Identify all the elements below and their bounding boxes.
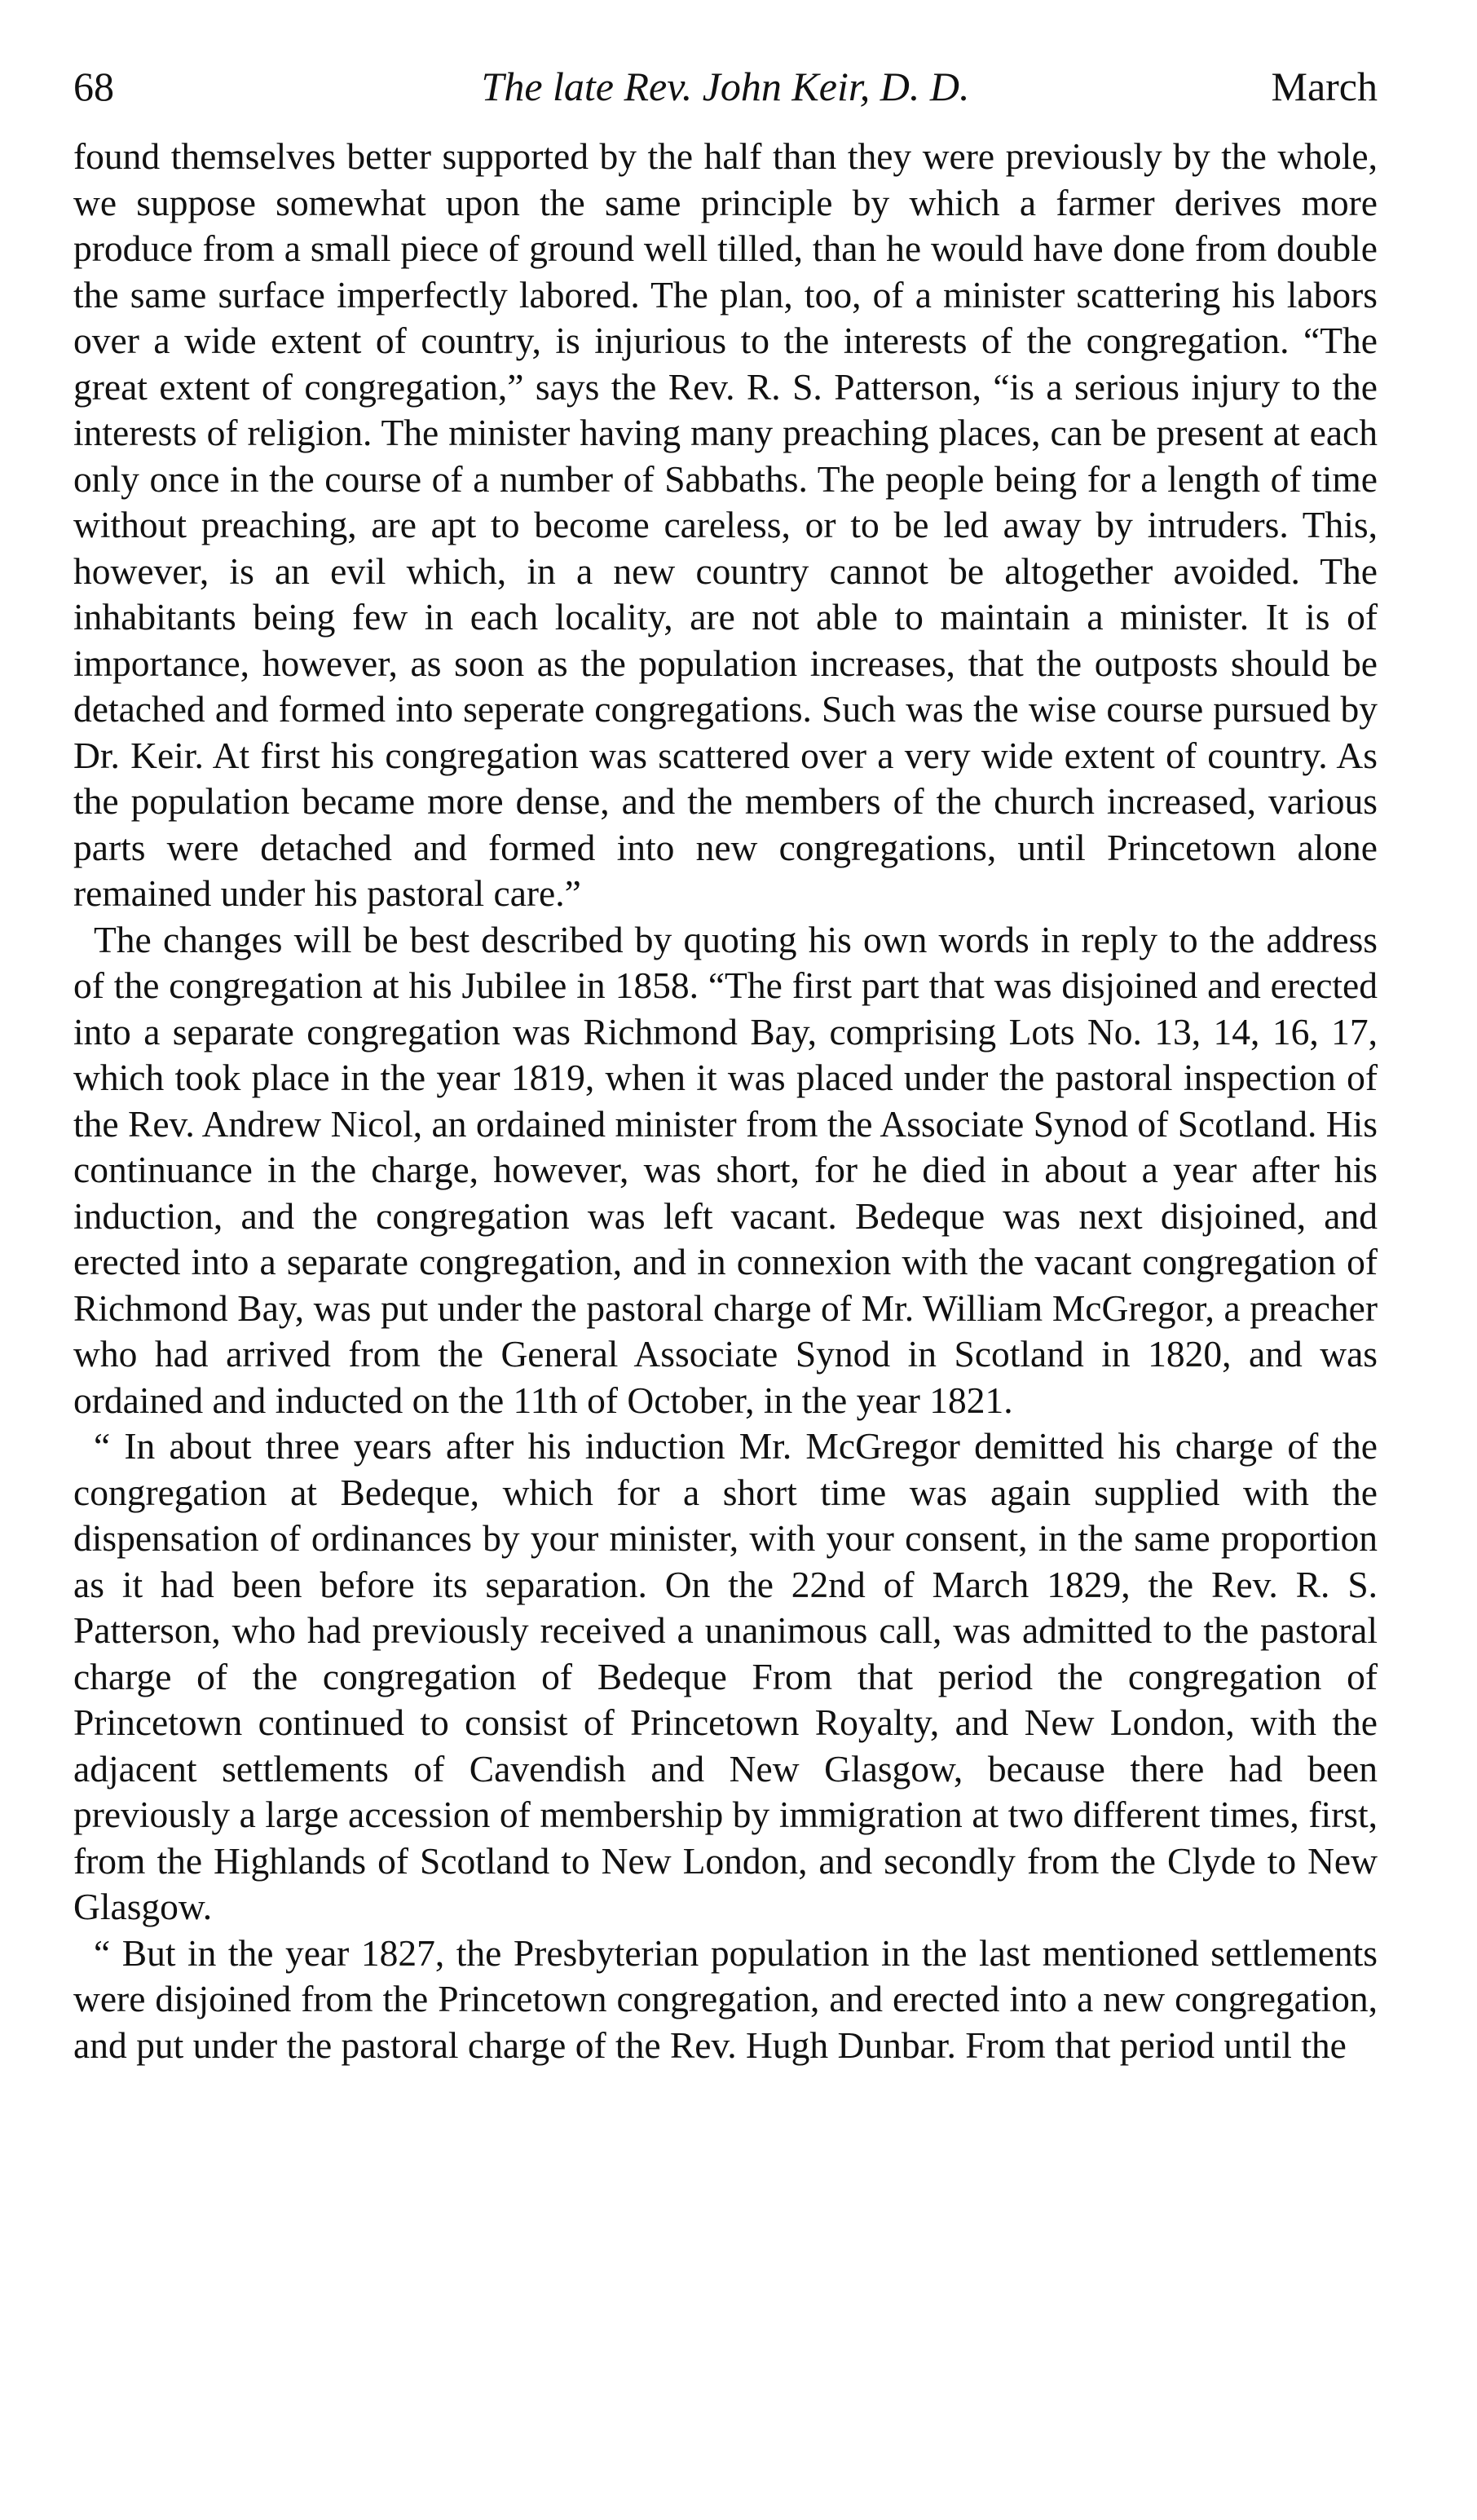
paragraph-mcgregor: “ In about three years after his induction Mr. McGregor demitted his charge of the congregation at Bedeque, which for a short time was again supplied with the dispensation of ordinances by your minister, with your consent, in the same proportion as it had been before its separation. On the 22nd of March 1829, the Rev. R. S. Patterson, who had previously received a unanimous call, was admitted to the pastoral charge of the congregation of Bedeque From that period the congregation of Princetown continued to consist of Princetown Royalty, and New London, with the adjacent settlements of Cavendish and New Glasgow, because there had been previously a large accession of membership by immigration at two different times, first, from the Highlands of Scotland to New London, and secondly from the Clyde to New Glasgow. [73,1425,1378,1927]
body-text [73,134,1378,2068]
paragraph-jubilee-reply: The changes will be best described by quoting his own words in reply to the address of the congregation at his Jubilee in 1858. “The first part that was disjoined and erected into a separate congregation was Richmond Bay, comprising Lots No. 13, 14, 16, 17, which took place in the year 1819, when it was placed under the pastoral inspection of the Rev. Andrew Nicol, an ordained minister from the Associate Synod of Scotland. His continuance in the charge, however, was short, for he died in about a year after his induction, and the congregation was left vacant. Bedeque was next disjoined, and erected into a separate congregation, and in connexion with the vacant congregation of Richmond Bay, was put under the pastoral charge of Mr. William McGregor, a preacher who had arrived from the General Associate Synod in Scotland in 1820, and was ordained and inducted on the 11th of October, in the year 1821. [73,918,1378,1421]
page-number: 68 [73,64,114,109]
paragraph-continuation: found themselves better supported by the half than they were previously by the whole, we suppose somewhat upon the same principle by which a farmer derives more produce from a small piece of ground well tilled, than he would have done from double the same surface imperfectly labored. The plan, too, of a minister scattering his labors over a wide extent of country, is injurious to the interests of the congregation. “The great extent of congregation,” says the Rev. R. S. Patterson, “is a serious injury to the interests of religion. The minister having many preaching places, can be present at each only once in the course of a number of Sabbaths. The people being for a length of time without preaching, are apt to become careless, or to be led away by intruders. This, however, is an evil which, in a new country cannot be altogether avoided. The inhabitants being few in each locality, are not able to maintain a minister. It is of importance, however, as soon as the population increases, that the outposts should be detached and formed into seperate congregations. Such was the wise course pursued by Dr. Keir. At first his congregation was scattered over a very wide extent of country. As the population became more dense, and the members of the church increased, various parts were detached and formed into new congregations, until Princetown alone remained under his pastoral care.” [73,135,1378,914]
running-month: March [1271,64,1378,109]
running-title: The late Rev. John Keir, D. D. [481,64,970,109]
paragraph-dunbar: “ But in the year 1827, the Presbyterian population in the last mentioned settlements were disjoined from the Princetown congregation, and erected into a new congregation, and put under the pastoral charge of the Rev. Hugh Dunbar. From that period until the [73,1931,1378,2066]
book-page [73,57,1378,2470]
running-head [73,57,1378,116]
